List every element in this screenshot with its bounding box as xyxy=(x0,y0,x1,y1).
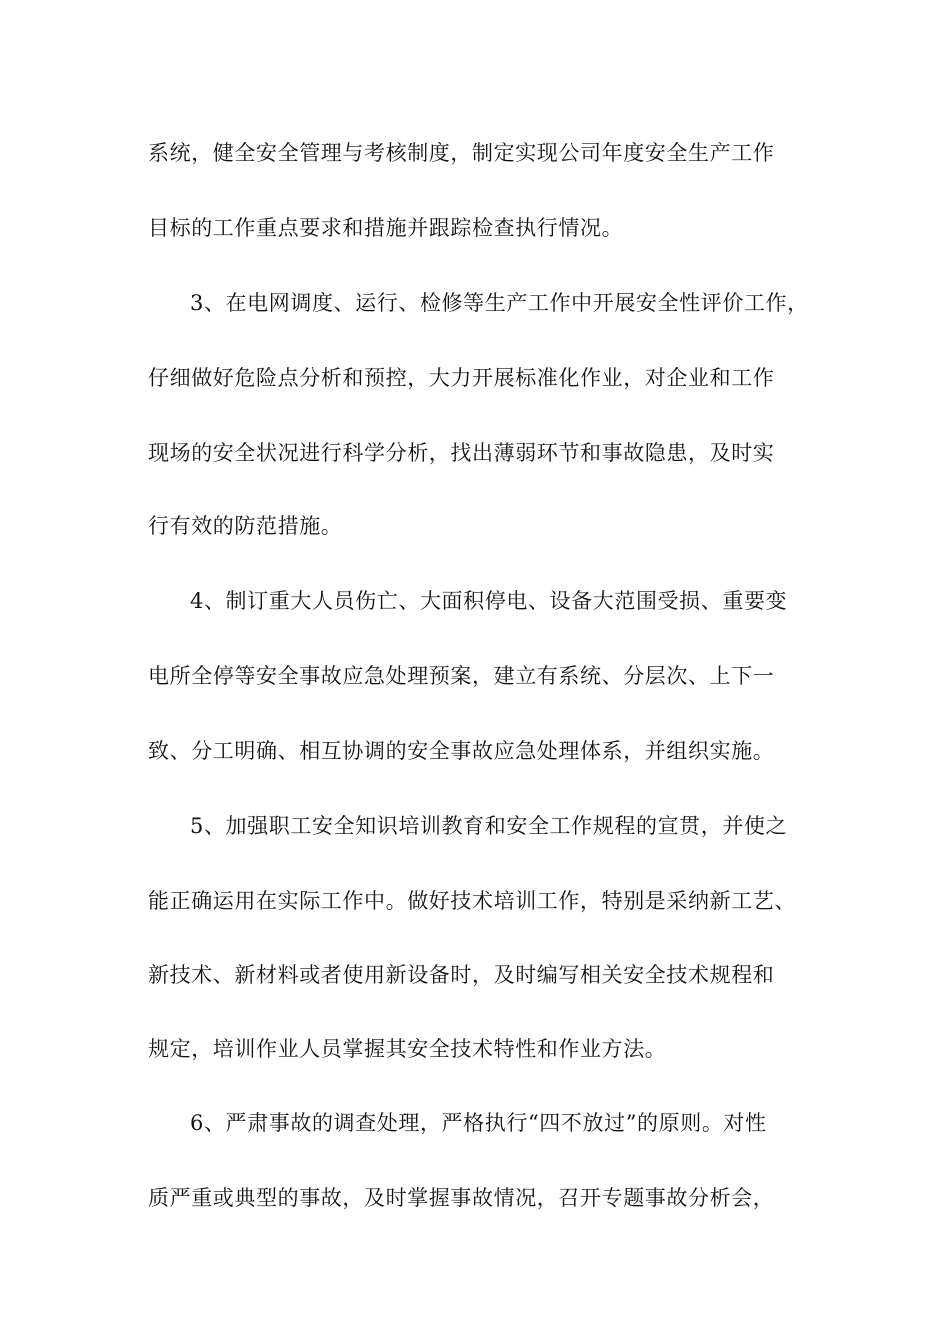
text-line: 新技术、新材料或者使用新设备时，及时编写相关安全技术规程和 xyxy=(148,963,775,987)
text-line: 电所全停等安全事故应急处理预案，建立有系统、分层次、上下一 xyxy=(148,664,775,688)
text-line: 目标的工作重点要求和措施并跟踪检查执行情况。 xyxy=(148,216,624,240)
text-line: 系统，健全安全管理与考核制度，制定实现公司年度安全生产工作 xyxy=(148,141,775,165)
text-line: 致、分工明确、相互协调的安全事故应急处理体系，并组织实施。 xyxy=(148,739,775,763)
paragraph-6-start: 6、严肃事故的调查处理，严格执行“四不放过”的原则。对性 xyxy=(190,1111,767,1135)
paragraph-5-start: 5、加强职工安全知识培训教育和安全工作规程的宣贯，并使之 xyxy=(190,814,788,838)
text-line: 现场的安全状况进行科学分析，找出薄弱环节和事故隐患，及时实 xyxy=(148,441,775,465)
text-line: 仔细做好危险点分析和预控，大力开展标准化作业，对企业和工作 xyxy=(148,366,775,390)
text-line: 规定，培训作业人员掌握其安全技术特性和作业方法。 xyxy=(148,1037,667,1061)
text-line: 行有效的防范措施。 xyxy=(148,514,343,538)
text-line: 能正确运用在实际工作中。做好技术培训工作，特别是采纳新工艺、 xyxy=(148,889,796,913)
paragraph-4-start: 4、制订重大人员伤亡、大面积停电、设备大范围受损、重要变 xyxy=(190,589,788,613)
text-line: 质严重或典型的事故，及时掌握事故情况，召开专题事故分析会， xyxy=(148,1186,775,1210)
paragraph-3-start: 3、在电网调度、运行、检修等生产工作中开展安全性评价工作， xyxy=(190,291,809,315)
